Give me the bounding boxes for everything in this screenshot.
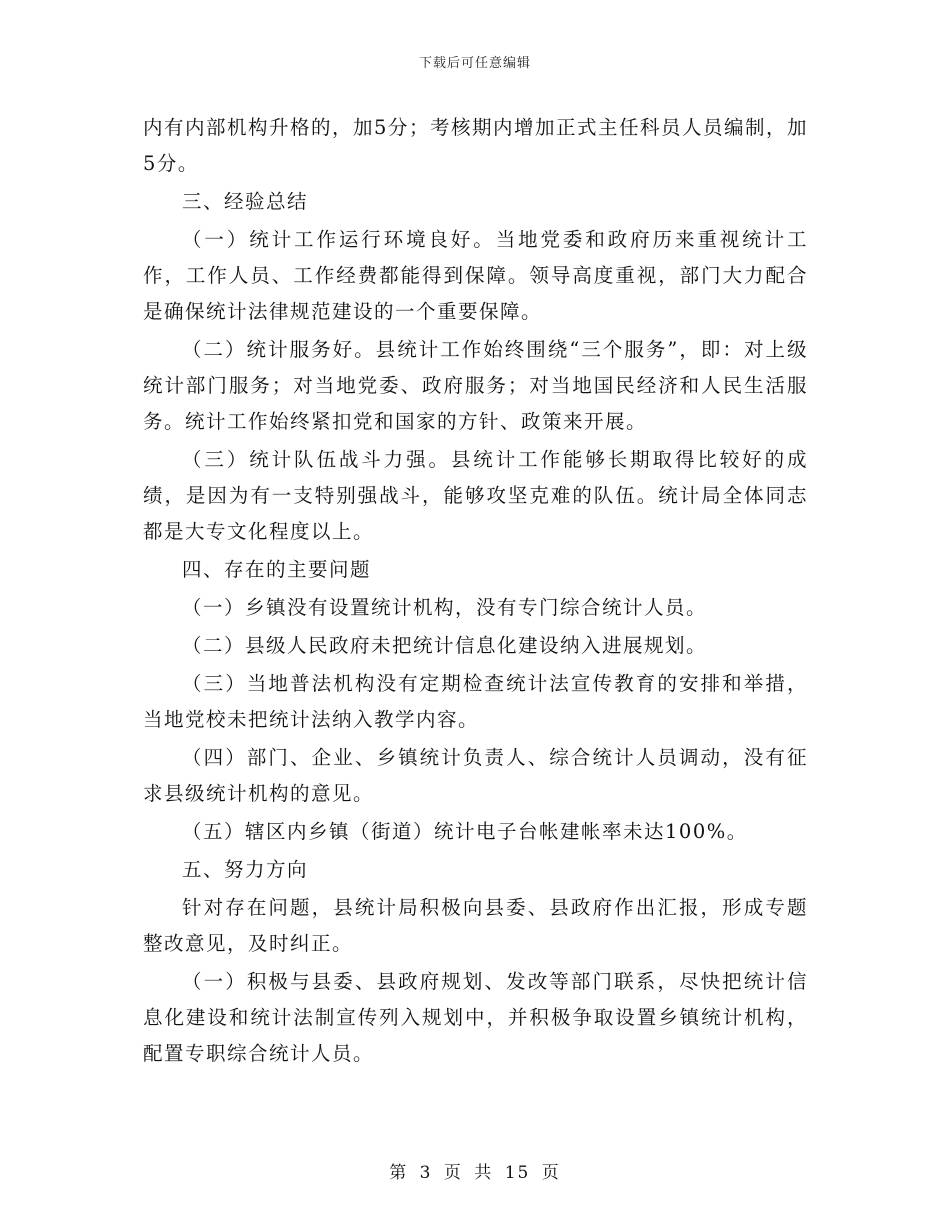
paragraph: （二）统计服务好。县统计工作始终围绕“三个服务”，即：对上级统计部门服务；对当地党委、政府服务；对当地国民经济和人民生活服务。统计工作始终紧扣党和国家的方针、政策来开展。	[143, 338, 808, 433]
paragraph: 内有内部机构升格的，加5分；考核期内增加正式主任科员人员编制，加5分。	[143, 116, 808, 175]
paragraph: （一）积极与县委、县政府规划、发改等部门联系，尽快把统计信息化建设和统计法制宣传列入规划中，并积极争取设置乡镇统计机构，配置专职综合统计人员。	[143, 970, 808, 1065]
paragraph: 针对存在问题，县统计局积极向县委、县政府作出汇报，形成专题整改意见，及时纠正。	[143, 896, 808, 955]
paragraph: （四）部门、企业、乡镇统计负责人、综合统计人员调动，没有征求县级统计机构的意见。	[143, 746, 808, 805]
paragraph: （三）当地普法机构没有定期检查统计法宣传教育的安排和举措，当地党校未把统计法纳入教学内容。	[143, 672, 808, 731]
section-heading: 四、存在的主要问题	[182, 558, 372, 581]
page-number-footer: 第 3 页 共 15 页	[389, 1163, 561, 1183]
paragraph: （一）统计工作运行环境良好。当地党委和政府历来重视统计工作，工作人员、工作经费都能得到保障。领导高度重视，部门大力配合是确保统计法律规范建设的一个重要保障。	[143, 228, 808, 323]
section-heading: 三、经验总结	[182, 190, 309, 213]
paragraph: （五）辖区内乡镇（街道）统计电子台帐建帐率未达100%。	[182, 820, 748, 843]
document-body	[143, 110, 808, 1074]
paragraph: （三）统计队伍战斗力强。县统计工作能够长期取得比较好的成绩，是因为有一支特别强战斗，能够攻坚克难的队伍。统计局全体同志都是大专文化程度以上。	[143, 448, 808, 543]
paragraph: （一）乡镇没有设置统计机构，没有专门综合统计人员。	[182, 596, 708, 619]
paragraph: （二）县级人民政府未把统计信息化建设纳入进展规划。	[182, 634, 708, 657]
header-note: 下载后可任意编辑	[418, 56, 531, 71]
section-heading: 五、努力方向	[182, 858, 309, 881]
